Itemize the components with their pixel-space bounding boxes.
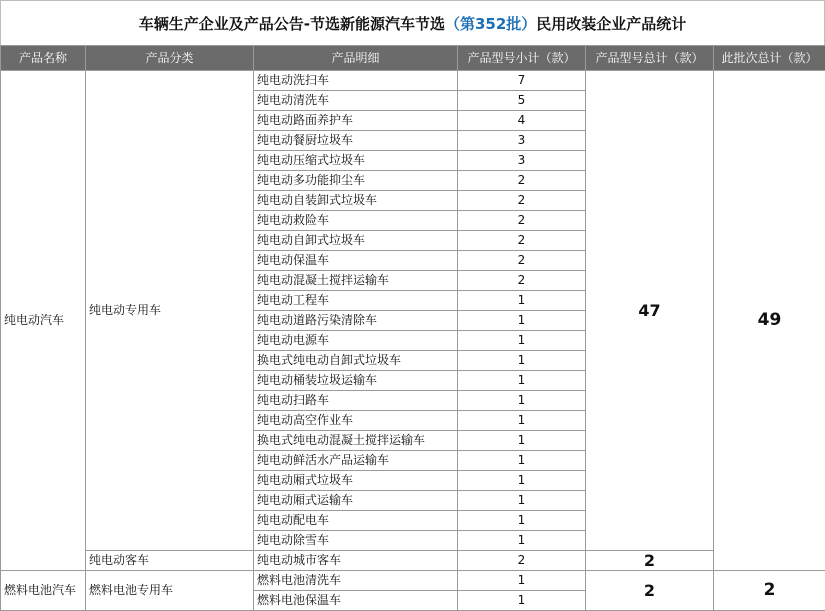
count-cell: 2 — [458, 251, 586, 271]
header-detail: 产品明细 — [254, 46, 458, 71]
detail-cell: 换电式纯电动混凝土搅拌运输车 — [254, 431, 458, 451]
detail-cell: 换电式纯电动自卸式垃圾车 — [254, 351, 458, 371]
count-cell: 2 — [458, 171, 586, 191]
detail-cell: 纯电动城市客车 — [254, 551, 458, 571]
detail-cell: 纯电动路面养护车 — [254, 111, 458, 131]
table-row — [1, 571, 825, 591]
detail-cell: 纯电动高空作业车 — [254, 411, 458, 431]
header-product-name: 产品名称 — [1, 46, 86, 71]
count-cell: 2 — [458, 551, 586, 571]
title-batch: （第352批） — [445, 13, 536, 34]
count-cell: 1 — [458, 431, 586, 451]
count-cell: 1 — [458, 471, 586, 491]
category-name-cell: 燃料电池专用车 — [86, 571, 254, 611]
count-cell: 1 — [458, 351, 586, 371]
detail-cell: 纯电动保温车 — [254, 251, 458, 271]
detail-cell: 纯电动自卸式垃圾车 — [254, 231, 458, 251]
count-cell: 3 — [458, 131, 586, 151]
detail-cell: 纯电动除雪车 — [254, 531, 458, 551]
batch-total-cell: 2 — [714, 571, 825, 611]
count-cell: 7 — [458, 71, 586, 91]
title-tail: 民用改装企业产品统计 — [536, 13, 686, 34]
count-cell: 2 — [458, 211, 586, 231]
category-total-cell: 2 — [586, 571, 714, 611]
detail-cell: 纯电动配电车 — [254, 511, 458, 531]
detail-cell: 纯电动自装卸式垃圾车 — [254, 191, 458, 211]
detail-cell: 纯电动压缩式垃圾车 — [254, 151, 458, 171]
count-cell: 5 — [458, 91, 586, 111]
count-cell: 2 — [458, 271, 586, 291]
count-cell: 1 — [458, 391, 586, 411]
count-cell: 1 — [458, 531, 586, 551]
count-cell: 1 — [458, 591, 586, 611]
count-cell: 2 — [458, 191, 586, 211]
table-row — [1, 551, 825, 571]
detail-cell: 纯电动厢式垃圾车 — [254, 471, 458, 491]
count-cell: 2 — [458, 231, 586, 251]
count-cell: 1 — [458, 411, 586, 431]
detail-cell: 纯电动清洗车 — [254, 91, 458, 111]
category-total-cell: 2 — [586, 551, 714, 571]
group-name-cell: 燃料电池汽车 — [1, 571, 86, 611]
count-cell: 3 — [458, 151, 586, 171]
detail-cell: 纯电动救险车 — [254, 211, 458, 231]
detail-cell: 纯电动鲜活水产品运输车 — [254, 451, 458, 471]
detail-cell: 燃料电池清洗车 — [254, 571, 458, 591]
detail-cell: 纯电动厢式运输车 — [254, 491, 458, 511]
header-total: 产品型号总计（款） — [586, 46, 714, 71]
count-cell: 1 — [458, 451, 586, 471]
detail-cell: 纯电动道路污染清除车 — [254, 311, 458, 331]
detail-cell: 纯电动多功能抑尘车 — [254, 171, 458, 191]
count-cell: 1 — [458, 571, 586, 591]
detail-cell: 纯电动混凝土搅拌运输车 — [254, 271, 458, 291]
detail-cell: 纯电动工程车 — [254, 291, 458, 311]
title-main: 车辆生产企业及产品公告-节选新能源汽车节选 — [139, 13, 445, 34]
group-name-cell: 纯电动汽车 — [1, 71, 86, 571]
header-subtotal: 产品型号小计（款） — [458, 46, 586, 71]
category-name-cell: 纯电动客车 — [86, 551, 254, 571]
header-category: 产品分类 — [86, 46, 254, 71]
count-cell: 1 — [458, 291, 586, 311]
detail-cell: 纯电动桶装垃圾运输车 — [254, 371, 458, 391]
count-cell: 1 — [458, 311, 586, 331]
header-batch-total: 此批次总计（款） — [714, 46, 825, 71]
table-row — [1, 71, 825, 91]
count-cell: 4 — [458, 111, 586, 131]
product-statistics-table — [0, 45, 825, 611]
detail-cell: 纯电动餐厨垃圾车 — [254, 131, 458, 151]
table-title — [0, 0, 825, 45]
detail-cell: 纯电动电源车 — [254, 331, 458, 351]
detail-cell: 燃料电池保温车 — [254, 591, 458, 611]
count-cell: 1 — [458, 511, 586, 531]
detail-cell: 纯电动洗扫车 — [254, 71, 458, 91]
count-cell: 1 — [458, 371, 586, 391]
detail-cell: 纯电动扫路车 — [254, 391, 458, 411]
batch-total-cell: 49 — [714, 71, 825, 571]
count-cell: 1 — [458, 331, 586, 351]
count-cell: 1 — [458, 491, 586, 511]
category-total-cell: 47 — [586, 71, 714, 551]
category-name-cell: 纯电动专用车 — [86, 71, 254, 551]
header-row — [1, 46, 825, 71]
